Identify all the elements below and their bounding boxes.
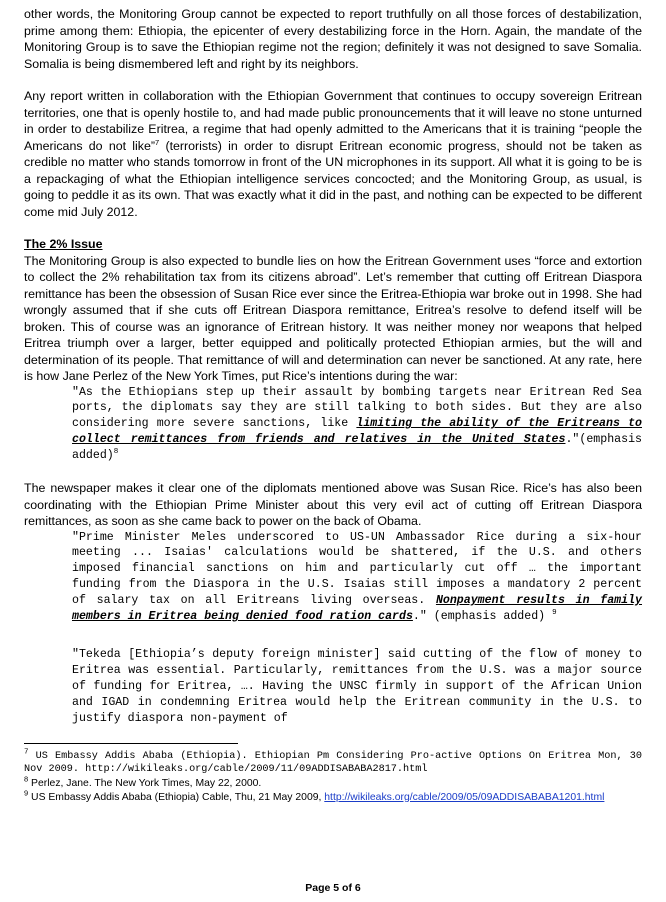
quote-nyt-perlez: "As the Ethiopians step up their assault by bombing targets near Eritrean Red Sea ports, the diplomats say they are still talking to both sides. But they are also considering more severe sanctions, like limiting the ability of the Eritreans to collect remittances from friends and relatives in the United States."(emphasis added)$^8$ xyxy=(72,385,642,463)
footnote-divider xyxy=(24,743,238,744)
quote-tekeda: "Tekeda [Ethiopia’s deputy foreign minister] said cutting of the flow of money to Eritrea was essential. Particularly, remittances from the U.S. was a major source of funding for Eritrea, …. Having the UNSC firmly in support of the African Union and IGAD in condemning Eritrea would help the Eritrean community in the U.S. to justify diaspora non-payment of xyxy=(72,647,642,725)
quote-emphasis: Nonpayment results in family members in Eritrea being denied food ration cards xyxy=(72,594,642,624)
footnotes xyxy=(24,750,642,805)
paragraph-ethiopian-government: Any report written in collaboration with the Ethiopian Government that continues to occupy sovereign Eritrean territories, one that is openly hostile to, and had made public pronouncements that it will leave no stone unturned in order to destabilize Eritrea, a regime that had openly admitted to the Americans that it is training “people the Americans do not like”$^7$ (terrorists) in order to disrupt Eritrean economic progress, should not be taken as credible no matter who stands tomorrow in front of the UN microphones in its support. All what it is going to be is a repackaging of what the Ethiopian intelligence services concocted; and the Monitoring Group, as usual, is going to peddle it as its own. That was exactly what it did in the past, and nothing can be expected to be different come mid July 2012. xyxy=(24,89,642,219)
quote-meles-rice: "Prime Minister Meles underscored to US-UN Ambassador Rice during a six-hour meeting ... Isaias' calculations would be shattered, if the U.S. and others imposed financial sanctions on him and particularly cut off … the important funding from the Diaspora in the U.S. Isaias still imposes a mandatory 2 percent of salary tax on all Eritreans living overseas. Nonpayment results in family members in Eritrea being denied food ration cards." (emphasis added) $^9$ xyxy=(72,530,642,624)
paragraph-monitoring-group-lies: The Monitoring Group is also expected to bundle lies on how the Eritrean Government uses “force and extortion to collect the 2% rehabilitation tax from its citizens abroad”. Let’s remember that cutting off Eritrean Diaspora remittance has been the obsession of Susan Rice ever since the Eritrea-Ethiopia war broke out in 1998. She had wrongly assumed that if she cuts off Eritrean Diaspora remittance, Eritrea’s resolve to defend itself will be broken. This of course was an ignorance of Eritrean history. It was neither money nor weapons that helped Eritrea triumph over a larger, better equipped and politically protected Ethiopian armies, but the will and determination of its people. That remittance of will and determination can never be sanctioned. At any rate, here is how Jane Perlez of the New York Times, put Rice’s intentions during the war: xyxy=(24,253,642,383)
footnote-ref-9[interactable]: 9 xyxy=(552,609,557,618)
footnote-9-link[interactable]: http://wikileaks.org/cable/2009/05/09ADDISABABA1201.html xyxy=(324,791,605,803)
page-number: Page 5 of 6 xyxy=(305,882,361,894)
quote-emphasis: limiting the ability of the Eritreans to collect remittances from friends and relatives in the United States xyxy=(72,417,642,447)
paragraph-destabilization: other words, the Monitoring Group cannot be expected to report truthfully on all those forces of destabilization, prime among them: Ethiopia, the epicenter of every destabilizing force in the Horn. Again, the mandate of the Monitoring Group is to save the Ethiopian regime not the region; definitely it was not designed to save Somalia. Somalia is being dismembered left and right by its neighbors. xyxy=(24,7,642,71)
footnote-ref-7[interactable]: 7 xyxy=(155,137,160,147)
footnote-7: $^7$ US Embassy Addis Ababa (Ethiopia). Ethiopian Pm Considering Pro-active Options On Eritrea Mon, 30 Nov 2009. http://wikileaks.org/cable/2009/11/09ADDISABABA2817.html xyxy=(24,748,642,776)
footnote-9: $^9$ US Embassy Addis Ababa (Ethiopia) Cable, Thu, 21 May 2009, http://wikileaks.org/cable/2009/05/09ADDISABABA1201.html xyxy=(24,788,605,803)
footnote-8: $^8$ Perlez, Jane. The New York Times, May 22, 2000. xyxy=(24,774,262,789)
section-heading-2-percent-issue: The 2% Issue xyxy=(24,237,103,251)
paragraph-newspaper: The newspaper makes it clear one of the diplomats mentioned above was Susan Rice. Rice’s has also been coordinating with the Ethiopian Prime Minister about this very evil act of cutting off Eritrean Diaspora remittances, as soon as she came back to power on the back of Obama. xyxy=(24,481,642,529)
footnote-ref-8[interactable]: 8 xyxy=(113,448,119,457)
